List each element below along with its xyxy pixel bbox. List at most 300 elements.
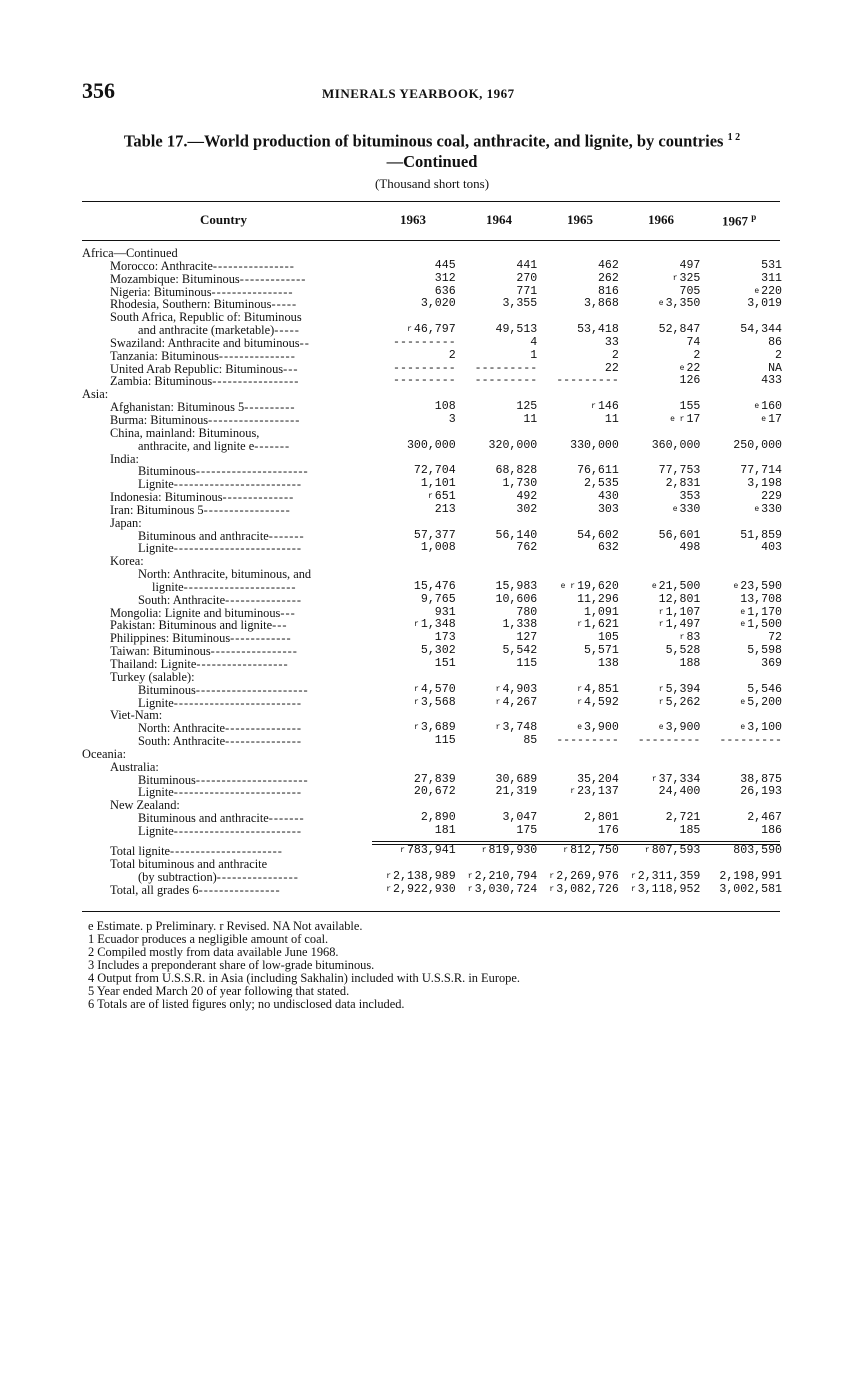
value-number: 3,568	[420, 695, 456, 709]
running-head: MINERALS YEARBOOK, 1967	[322, 86, 515, 101]
value-number: 3,350	[665, 297, 701, 311]
row-label: Viet-Nam:	[110, 708, 163, 723]
row-label: Total bituminous and anthracite	[110, 856, 268, 871]
footnote-item: 4 Output from U.S.S.R. in Asia (including Sakhalin) included with U.S.S.R. in Europe.	[88, 971, 520, 985]
row-label: Rhodesia, Southern: Bituminous	[110, 297, 272, 312]
value-cell: 49,513	[495, 323, 538, 337]
value-flag: r	[577, 697, 583, 707]
value-cell	[619, 247, 701, 260]
leader-dots: ------------------	[196, 657, 289, 671]
value-number: 22	[686, 361, 701, 375]
value-number: 5,262	[665, 695, 701, 709]
row-label: Iran: Bituminous 5	[110, 502, 204, 517]
value-cell: 13,708	[740, 592, 782, 606]
value-number: 2,311,359	[637, 869, 701, 883]
table-title-continued: —Continued	[386, 151, 478, 171]
table-row	[82, 414, 782, 427]
value-number: 1,107	[665, 605, 701, 619]
value-cell: 56,140	[495, 528, 538, 542]
row-label-cell	[82, 427, 374, 440]
value-cell: 3,047	[502, 811, 538, 825]
value-cell: 108	[434, 400, 456, 414]
value-cell: 15,476	[413, 579, 456, 593]
row-label-cell	[82, 350, 374, 363]
value-cell: 173	[434, 631, 456, 645]
value-cell: 2	[611, 348, 619, 362]
table-row	[82, 748, 782, 761]
leader-dots: ---------------	[225, 734, 302, 749]
row-label: North: Anthracite	[138, 721, 226, 736]
value-flag: r	[658, 697, 664, 707]
row-label: Indonesia: Bituminous	[110, 490, 223, 505]
value-cell: 27,839	[413, 772, 456, 786]
row-label: Thailand: Lignite	[110, 657, 197, 671]
value-cell	[374, 427, 456, 440]
row-label: Total lignite	[110, 844, 171, 858]
value-number: 2,269,976	[556, 869, 619, 883]
totals-rule-1	[372, 841, 780, 842]
value-cell	[700, 427, 782, 440]
value-flag: e	[679, 363, 685, 373]
value-cell	[374, 884, 456, 897]
value-flag: e	[740, 697, 746, 707]
row-label: South: Anthracite	[138, 592, 226, 607]
row-label: Bituminous	[138, 772, 196, 787]
value-cell: 1	[530, 348, 538, 362]
value-cell: 2,890	[420, 811, 456, 825]
table-row	[82, 504, 782, 517]
row-label: Mongolia: Lignite and bituminous	[110, 605, 281, 620]
value-cell	[537, 748, 619, 761]
value-flag: e	[754, 286, 760, 296]
value-cell: 771	[516, 284, 538, 298]
table-row	[82, 273, 782, 286]
value-flag: r	[400, 846, 405, 855]
value-cell	[537, 786, 619, 799]
value-number: 3,100	[747, 721, 782, 735]
value-number: 4,903	[502, 682, 538, 696]
row-label: Africa—Continued	[82, 246, 178, 260]
row-label-cell	[82, 658, 374, 671]
value-number: 17	[686, 412, 701, 426]
value-cell: 20,672	[413, 785, 456, 799]
leader-dots: ----------------	[211, 284, 294, 299]
value-number: 2,922,930	[393, 882, 456, 896]
value-cell: 3,019	[747, 297, 782, 311]
value-cell: 51,859	[740, 528, 782, 542]
value-cell: ---------	[637, 734, 701, 748]
value-flag: r	[577, 620, 583, 630]
value-number: 83	[686, 631, 701, 645]
value-cell: 138	[597, 657, 619, 670]
value-cell	[456, 568, 538, 581]
value-flag: r	[672, 273, 678, 283]
value-cell: 181	[434, 823, 456, 837]
value-flag: r	[481, 846, 487, 855]
value-cell: 54,602	[577, 528, 619, 542]
row-label: South Africa, Republic of: Bituminous	[110, 310, 302, 325]
value-cell	[537, 427, 619, 440]
row-label-cell	[82, 260, 374, 273]
value-cell: 2,198,991	[719, 869, 782, 883]
row-label-cell	[82, 517, 374, 530]
value-number: 330	[679, 502, 701, 516]
table-row	[82, 658, 782, 671]
value-flag: r	[414, 620, 419, 630]
row-label: Lignite	[138, 477, 174, 492]
row-label: Lignite	[138, 695, 174, 710]
value-number: 3,118,952	[637, 882, 701, 896]
value-cell: 186	[761, 823, 782, 837]
value-cell: 320,000	[488, 438, 538, 452]
value-cell: 369	[761, 657, 782, 670]
value-cell: 68,828	[495, 464, 538, 478]
table-title-refs: 1 2	[727, 132, 741, 143]
value-number: 3,748	[502, 721, 538, 735]
row-label: Lignite	[138, 541, 174, 556]
value-cell: 5,546	[747, 682, 782, 696]
value-cell: 54,344	[740, 323, 782, 337]
header-1965: 1965	[567, 212, 593, 227]
value-flag: r	[549, 871, 555, 881]
value-number: 1,497	[665, 618, 701, 632]
value-cell: 445	[434, 258, 456, 272]
value-number: 783,941	[406, 844, 456, 857]
row-label: Philippines: Bituminous	[110, 631, 231, 646]
value-cell: 76,611	[577, 464, 619, 478]
value-flag: e	[658, 723, 664, 733]
value-cell	[537, 761, 619, 774]
leader-dots: -------------------------	[173, 695, 302, 710]
value-cell: 24,400	[658, 785, 701, 799]
value-number: 19,620	[577, 579, 619, 593]
value-cell	[537, 884, 619, 897]
value-cell: 433	[761, 374, 782, 388]
value-flag: e	[672, 504, 678, 514]
leader-dots: ---	[283, 361, 299, 376]
value-cell	[456, 517, 538, 530]
value-cell: 74	[686, 335, 701, 349]
value-cell: 636	[434, 284, 456, 298]
value-cell: 780	[516, 605, 538, 619]
value-flag: r	[386, 884, 392, 894]
value-cell	[537, 555, 619, 568]
value-cell	[700, 697, 782, 710]
header-top-rule	[82, 201, 780, 202]
row-label: Nigeria: Bituminous	[110, 284, 212, 299]
value-flag: e	[651, 581, 657, 591]
header-bottom-rule	[82, 240, 780, 241]
row-label: New Zealand:	[110, 798, 180, 813]
leader-dots: -------------------------	[173, 785, 302, 800]
value-cell: 5,571	[584, 644, 619, 658]
value-cell: 155	[679, 400, 701, 414]
row-label: Taiwan: Bituminous	[110, 644, 211, 659]
value-cell: 441	[516, 258, 538, 272]
table-row	[82, 786, 782, 799]
value-cell	[374, 517, 456, 530]
footnote-item: 1 Ecuador produces a negligible amount of coal.	[88, 932, 329, 946]
header-country: Country	[200, 212, 247, 227]
production-table	[82, 247, 782, 838]
row-label-cell	[82, 748, 374, 761]
value-cell	[619, 517, 701, 530]
value-number: 220	[761, 284, 782, 298]
value-cell	[619, 414, 701, 427]
value-cell: 115	[516, 657, 538, 670]
value-cell: 26,193	[740, 785, 782, 799]
leader-dots: --------------	[222, 490, 295, 505]
leader-dots: ----------	[244, 400, 296, 415]
value-flag: e	[740, 607, 746, 617]
value-cell: 803,590	[733, 844, 782, 857]
leader-dots: ----------------	[212, 258, 295, 273]
value-cell: 188	[679, 657, 701, 670]
value-cell: 125	[516, 400, 538, 414]
value-cell: 15,983	[495, 579, 538, 593]
leader-dots: -------	[268, 811, 305, 826]
value-cell: 229	[761, 490, 782, 504]
value-flag: e	[577, 723, 583, 733]
value-cell	[456, 697, 538, 710]
value-cell: ---------	[556, 734, 619, 748]
leader-dots: ----------------------	[170, 844, 283, 858]
value-cell	[537, 581, 619, 594]
table-row	[82, 350, 782, 363]
value-cell: 816	[597, 284, 619, 298]
value-number: 1,170	[747, 605, 782, 619]
leader-dots: ---------------	[225, 592, 302, 607]
row-label: Turkey (salable):	[110, 669, 195, 684]
value-cell: 5,528	[665, 644, 701, 658]
value-cell	[700, 581, 782, 594]
row-label: Oceania:	[82, 746, 127, 761]
value-cell: 2,801	[584, 811, 619, 825]
value-cell	[374, 845, 456, 858]
value-cell: 632	[597, 541, 619, 555]
value-cell: NA	[768, 361, 782, 375]
table-row	[82, 440, 782, 453]
value-cell: 498	[679, 541, 701, 555]
value-cell	[619, 273, 701, 286]
value-cell: ---------	[393, 374, 456, 388]
header-1967-flag: p	[751, 212, 757, 222]
leader-dots: --	[299, 335, 310, 350]
row-label: Bituminous	[138, 464, 196, 479]
totals-table	[82, 845, 782, 896]
value-cell: 3,020	[420, 297, 456, 311]
leader-dots: ----------------------	[195, 464, 309, 479]
leader-dots: -----------------	[210, 644, 298, 659]
value-cell	[456, 247, 538, 260]
value-number: 3,689	[420, 721, 456, 735]
value-number: 3,082,726	[556, 882, 619, 896]
value-number: 812,750	[570, 844, 619, 857]
row-label: Asia:	[82, 387, 109, 402]
value-cell: 430	[597, 490, 619, 504]
value-number: 330	[761, 502, 782, 516]
value-cell: 2,721	[665, 811, 701, 825]
table-row	[82, 375, 782, 388]
value-cell: 30,689	[495, 772, 538, 786]
table-row	[82, 324, 782, 337]
leader-dots: ---------------	[218, 348, 296, 363]
value-cell	[374, 491, 456, 504]
value-flag: e	[740, 620, 746, 630]
value-cell	[456, 427, 538, 440]
value-flag: r	[630, 884, 636, 894]
row-label: lignite	[152, 579, 184, 594]
value-number: 37,334	[658, 772, 701, 786]
value-cell: 10,606	[495, 592, 538, 606]
header-1967-year: 1967	[722, 213, 748, 229]
value-cell: 3,198	[747, 477, 782, 491]
value-cell: 250,000	[733, 438, 782, 452]
value-cell	[619, 504, 701, 517]
value-cell: 302	[516, 502, 538, 516]
leader-dots: -----	[274, 323, 300, 338]
value-cell: 56,601	[658, 528, 701, 542]
value-cell	[537, 517, 619, 530]
footnote-legend: e Estimate. p Preliminary. r Revised. NA Not available.	[88, 919, 363, 933]
value-cell	[700, 748, 782, 761]
row-label: Australia:	[110, 759, 159, 774]
value-cell	[700, 555, 782, 568]
value-cell	[700, 761, 782, 774]
value-cell: 2,467	[747, 811, 782, 825]
value-cell	[700, 504, 782, 517]
value-cell: 72,704	[413, 464, 456, 478]
value-cell	[619, 581, 701, 594]
value-cell: 1,730	[502, 477, 538, 491]
value-flag: r	[467, 884, 473, 894]
table-row	[82, 517, 782, 530]
leader-dots: -------------------------	[173, 823, 302, 838]
value-cell: ---------	[474, 374, 538, 388]
value-cell	[374, 748, 456, 761]
value-cell: 53,418	[577, 323, 619, 337]
value-cell: 2,831	[665, 477, 701, 491]
row-label: Bituminous	[138, 682, 196, 697]
table-row	[82, 884, 782, 897]
value-cell: 403	[761, 541, 782, 555]
value-flag: r	[658, 620, 664, 630]
value-cell: 77,753	[658, 464, 701, 478]
table-row	[82, 260, 782, 273]
value-flag: e	[754, 504, 760, 514]
row-label: Pakistan: Bituminous and lignite	[110, 618, 273, 633]
value-flag: e	[761, 414, 767, 424]
value-flag: r	[386, 871, 392, 881]
value-number: 1,348	[420, 618, 456, 632]
value-cell: 151	[434, 657, 456, 670]
leader-dots: ---	[280, 605, 296, 620]
value-number: 146	[597, 400, 619, 414]
value-cell: 303	[597, 502, 619, 516]
value-flag: e	[733, 581, 739, 591]
table-bottom-rule	[82, 911, 780, 912]
value-flag: r	[577, 684, 583, 694]
value-cell: 72	[768, 631, 782, 645]
table-row	[82, 542, 782, 555]
row-label: Total, all grades 6	[110, 882, 199, 897]
value-cell	[700, 858, 782, 871]
value-flag: r	[630, 871, 636, 881]
value-cell: ---------	[393, 361, 456, 375]
value-cell: 360,000	[651, 438, 701, 452]
value-flag: r	[644, 846, 650, 855]
value-number: 4,592	[584, 695, 619, 709]
footnote-item: 6 Totals are of listed figures only; no undisclosed data included.	[88, 997, 405, 1011]
leader-dots: ---------------	[225, 721, 302, 736]
value-flag: e r	[670, 414, 685, 424]
value-cell: 38,875	[740, 772, 782, 786]
table-row	[82, 735, 782, 748]
row-label: India:	[110, 451, 139, 466]
value-cell: 1,008	[420, 541, 456, 555]
value-number: 160	[761, 400, 782, 414]
row-label: and anthracite (marketable)	[138, 323, 275, 338]
leader-dots: -----------------	[212, 374, 300, 389]
value-cell: ---------	[556, 374, 619, 388]
value-flag: r	[591, 402, 596, 412]
value-cell: 270	[516, 271, 538, 285]
value-number: 3,900	[665, 721, 701, 735]
value-cell: 492	[516, 490, 538, 504]
value-cell: ---------	[393, 335, 456, 349]
row-label: North: Anthracite, bituminous, and	[138, 567, 312, 582]
value-cell: 57,377	[413, 528, 456, 542]
value-number: 819,930	[488, 844, 538, 857]
value-cell: 353	[679, 490, 701, 504]
value-cell: 705	[679, 284, 701, 298]
value-flag: r	[679, 633, 685, 643]
value-number: 2,210,794	[474, 869, 538, 883]
value-cell: 175	[516, 823, 538, 837]
row-label: United Arab Republic: Bituminous	[110, 361, 284, 376]
leader-dots: -------------------------	[173, 477, 302, 492]
page-number: 356	[82, 78, 115, 103]
value-flag: r	[495, 697, 501, 707]
value-cell: 86	[768, 335, 782, 349]
row-label: anthracite, and lignite e	[138, 438, 255, 453]
value-cell	[374, 324, 456, 337]
value-number: 4,851	[584, 682, 619, 696]
value-cell: 22	[604, 361, 619, 375]
value-cell: 35,204	[577, 772, 619, 786]
value-cell	[537, 247, 619, 260]
value-cell: 2	[448, 348, 456, 362]
value-flag: r	[414, 697, 419, 707]
leader-dots: ----------------	[198, 882, 281, 897]
value-number: 23,137	[577, 785, 619, 799]
leader-dots: -----------------	[203, 502, 291, 517]
value-cell: 312	[434, 271, 456, 285]
row-label-cell	[82, 440, 374, 453]
value-cell	[619, 298, 701, 311]
value-cell: 115	[434, 734, 456, 748]
value-flag: r	[407, 325, 412, 335]
row-label: Korea:	[110, 554, 144, 569]
value-flag: r	[658, 684, 664, 694]
value-cell: 85	[523, 734, 538, 748]
value-cell: 5,598	[747, 644, 782, 658]
value-number: 3,030,724	[474, 882, 538, 896]
value-cell: 9,765	[420, 592, 456, 606]
value-cell: 531	[761, 258, 782, 272]
value-cell: 2	[775, 348, 782, 362]
value-number: 46,797	[413, 323, 456, 337]
